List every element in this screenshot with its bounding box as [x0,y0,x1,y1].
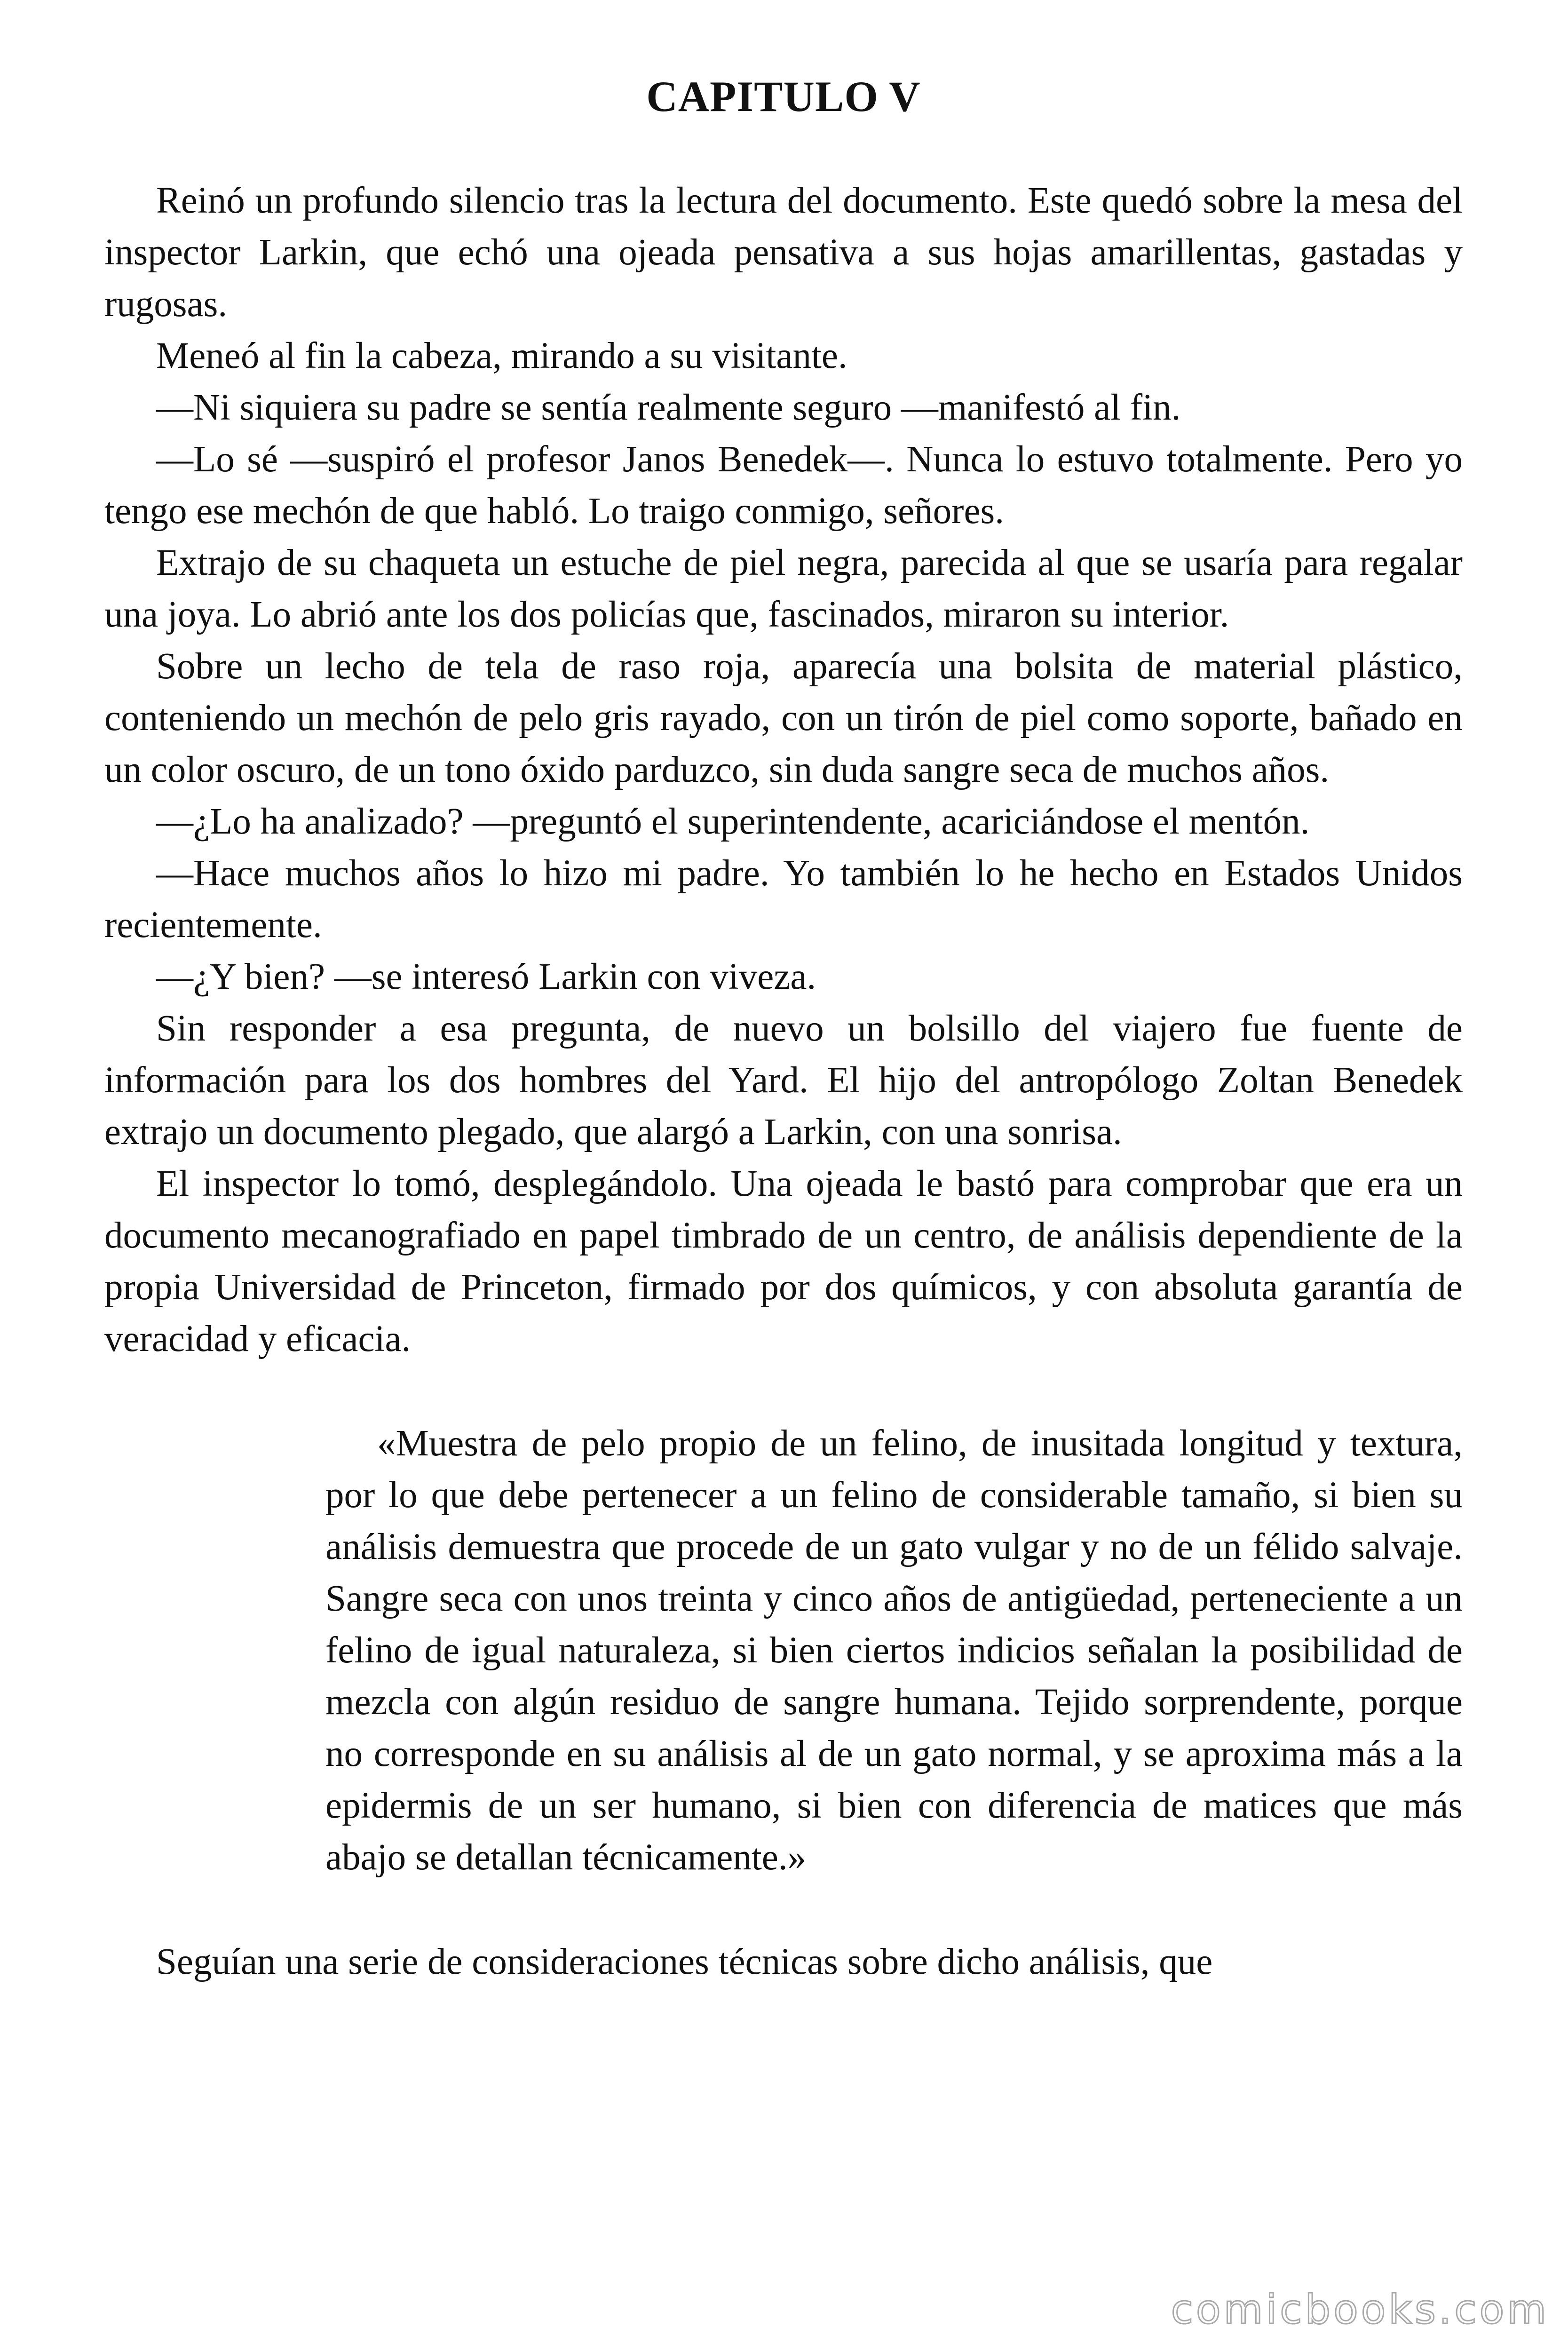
paragraph: Extrajo de su chaqueta un estuche de piel negra, parecida al que se usaría para regalar una joya. Lo abrió ante los dos policías que, fascinados, miraron su interior. [104,542,1463,635]
paragraph: —¿Lo ha analizado? —preguntó el superintendente, acariciándose el mentón. [156,801,1310,842]
body-text-continued [104,1936,1463,1988]
paragraph: —¿Y bien? —se interesó Larkin con viveza. [156,956,816,997]
paragraph: El inspector lo tomó, desplegándolo. Una ojeada le bastó para comprobar que era un documento mecanografiado en papel timbrado de un centro, de análisis dependiente de la propia Universidad de Princeton, firmado por dos químicos, y con absoluta garantía de veracidad y eficacia. [104,1163,1463,1359]
paragraph: Seguían una serie de consideraciones técnicas sobre dicho análisis, que [156,1941,1213,1982]
body-text [104,175,1463,1365]
paragraph: —Hace muchos años lo hizo mi padre. Yo también lo he hecho en Estados Unidos recientemente. [104,853,1463,946]
watermark: comicbooks.com [1171,2286,1549,2333]
paragraph: —Ni siquiera su padre se sentía realmente seguro —manifestó al fin. [156,387,1181,428]
page-content [104,71,1463,1988]
paragraph: Sobre un lecho de tela de raso roja, aparecía una bolsita de material plástico, conteniendo un mechón de pelo gris rayado, con un tirón de piel como soporte, bañado en un color oscuro, de un tono óxido parduzco, sin duda sangre seca de muchos años. [104,646,1463,790]
paragraph: Reinó un profundo silencio tras la lectura del documento. Este quedó sobre la mesa del inspector Larkin, que echó una ojeada pensativa a sus hojas amarillentas, gastadas y rugosas. [104,180,1463,325]
quote-text: «Muestra de pelo propio de un felino, de inusitada longitud y textura, por lo que debe pertenecer a un felino de considerable tamaño, si bien su análisis demuestra que procede de un gato vulgar y no de un félido salvaje. Sangre seca con unos treinta y cinco años de antigüedad, perteneciente a un felino de igual naturaleza, si bien ciertos indicios señalan la posibilidad de mezcla con algún residuo de sangre humana. Tejido sorprendente, porque no corresponde en su análisis al de un gato normal, y se aproxima más a la epidermis de un ser humano, si bien con diferencia de matices que más abajo se detallan técnicamente.» [325,1423,1463,1878]
paragraph: Sin responder a esa pregunta, de nuevo un bolsillo del viajero fue fuente de información para los dos hombres del Yard. El hijo del antropólogo Zoltan Benedek extrajo un documento plegado, que alargó a Larkin, con una sonrisa. [104,1008,1463,1152]
chapter-title: CAPITULO V [646,72,921,120]
paragraph: Meneó al fin la cabeza, mirando a su visitante. [156,335,847,376]
paragraph: —Lo sé —suspiró el profesor Janos Benedek—. Nunca lo estuvo totalmente. Pero yo tengo ese mechón de que habló. Lo traigo conmigo, señores. [104,439,1463,532]
block-quote [325,1418,1463,1883]
